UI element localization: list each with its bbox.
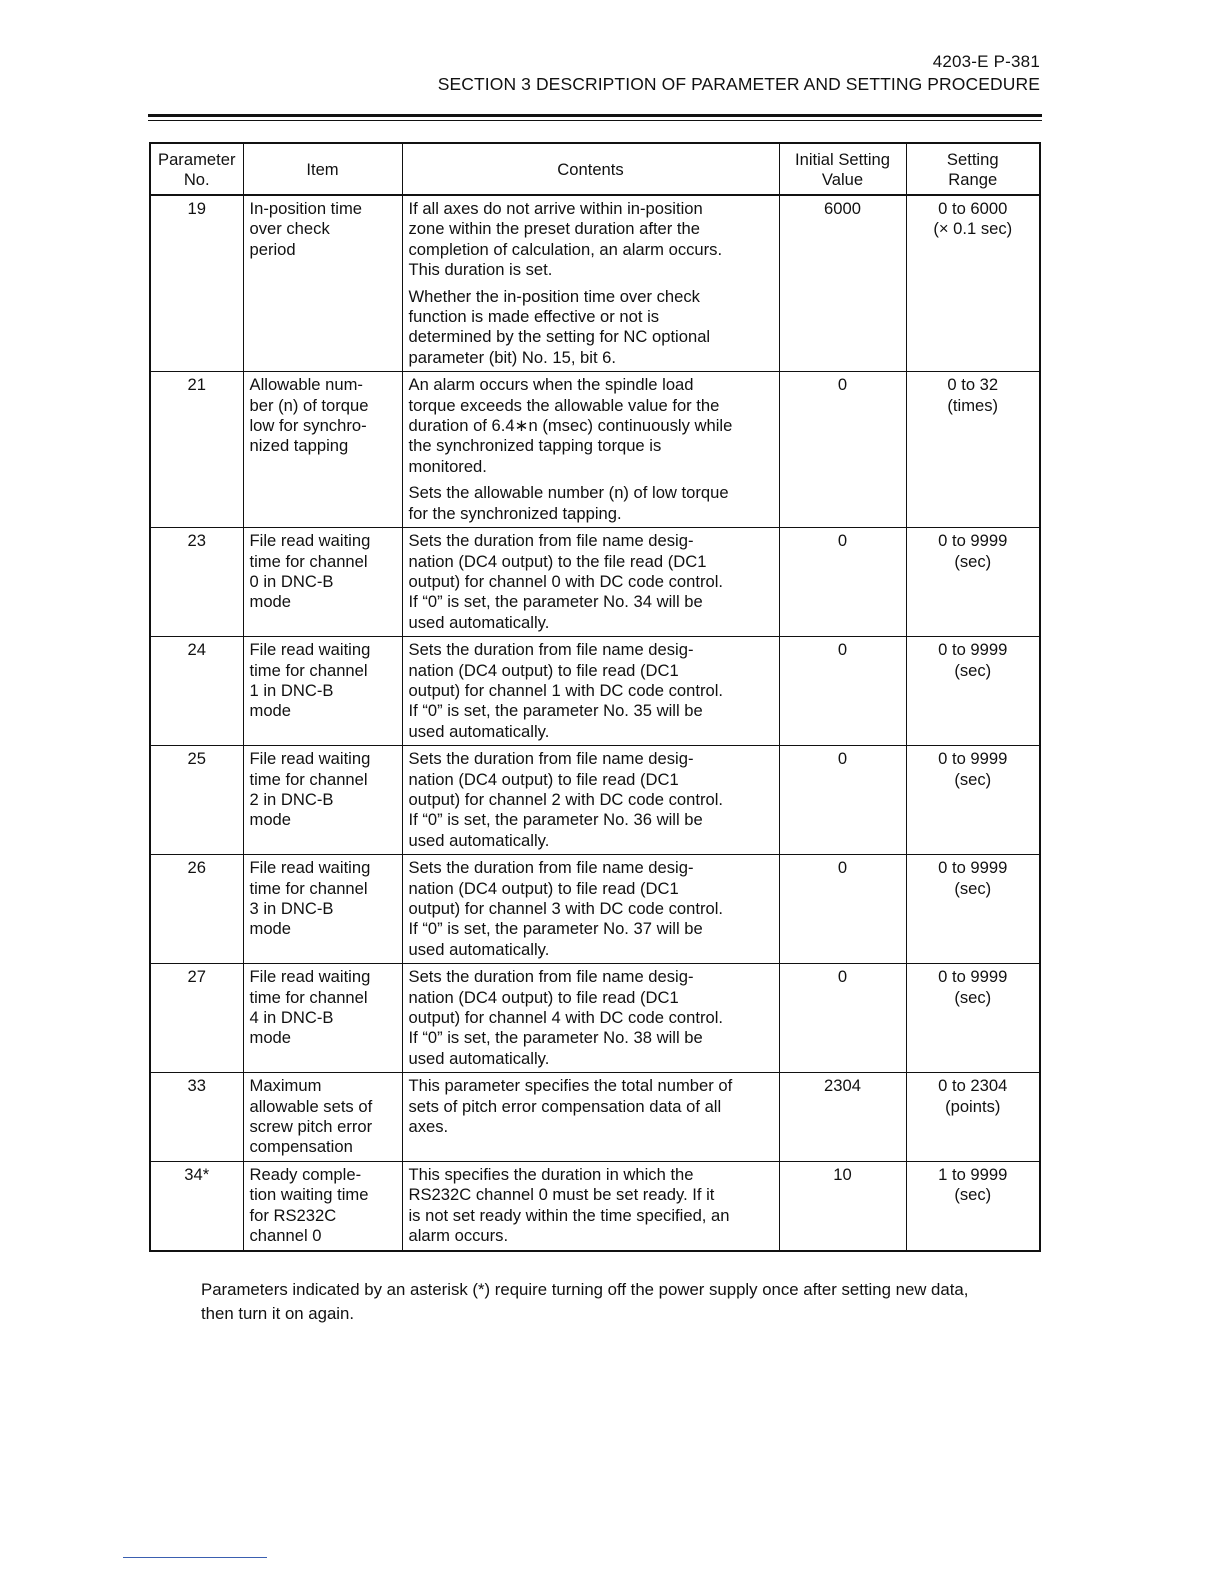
item-line: 3 in DNC-B xyxy=(249,899,334,918)
contents-line: used automatically. xyxy=(408,1048,550,1068)
item-line: mode xyxy=(249,1028,292,1048)
contents-line: Sets the duration from file name desig- xyxy=(408,749,694,769)
item-line: File read waiting xyxy=(249,749,371,769)
setting-range-line: (sec) xyxy=(954,769,992,789)
contents-line: used automatically. xyxy=(408,830,550,850)
contents-line: nation (DC4 output) to the file read (DC1 xyxy=(408,551,707,571)
setting-range-cell xyxy=(906,746,1040,855)
contents-line: nation (DC4 output) to file read (DC1 xyxy=(408,769,679,789)
contents-paragraph xyxy=(409,640,779,742)
contents-line: sets of pitch error compensation data of all xyxy=(408,1096,722,1116)
header-text: Parameter xyxy=(158,149,236,169)
contents-cell xyxy=(402,637,779,746)
contents-cell xyxy=(402,1073,779,1162)
item-line: low for synchro- xyxy=(249,416,367,436)
parameter-no: 25 xyxy=(150,746,243,855)
contents-line: If all axes do not arrive within in-position xyxy=(408,199,703,218)
contents-line: Sets the duration from file name desig- xyxy=(408,858,694,878)
contents-cell xyxy=(402,372,779,528)
table-row xyxy=(150,1073,1040,1162)
contents-line: monitored. xyxy=(408,456,487,476)
contents-paragraph xyxy=(409,287,779,369)
table-row xyxy=(150,746,1040,855)
item-line: for RS232C xyxy=(249,1205,337,1225)
item-line: mode xyxy=(249,701,292,721)
contents-line: output) for channel 3 with DC code control. xyxy=(408,899,724,918)
contents-line: torque exceeds the allowable value for the xyxy=(408,395,720,415)
contents-cell xyxy=(402,746,779,855)
setting-range-line: 0 to 9999 xyxy=(938,858,1008,878)
header-item xyxy=(243,143,402,195)
parameter-no: 27 xyxy=(150,964,243,1073)
item-line: time for channel xyxy=(249,769,368,789)
page-code: 4203-E P-381 xyxy=(932,52,1040,71)
item-line: 2 in DNC-B xyxy=(249,789,334,809)
item-line: over check xyxy=(249,219,330,239)
item-line: Allowable num- xyxy=(249,375,363,395)
header-rule-thin xyxy=(148,120,1042,121)
initial-setting-value: 0 xyxy=(779,372,906,528)
table-row xyxy=(150,964,1040,1073)
item-line: time for channel xyxy=(249,987,368,1007)
header-text: Item xyxy=(306,159,339,179)
parameter-no: 24 xyxy=(150,637,243,746)
item-line: Maximum xyxy=(249,1076,322,1096)
setting-range-cell xyxy=(906,528,1040,637)
item-cell xyxy=(243,1073,402,1162)
parameter-no: 26 xyxy=(150,855,243,964)
footnote-line: then turn it on again. xyxy=(201,1304,355,1323)
setting-range-line: 0 to 9999 xyxy=(938,640,1008,660)
table-row xyxy=(150,637,1040,746)
header-initial-setting xyxy=(779,143,906,195)
contents-line: axes. xyxy=(408,1117,449,1137)
initial-setting-value: 0 xyxy=(779,637,906,746)
initial-setting-value: 0 xyxy=(779,855,906,964)
footnote xyxy=(201,1278,1051,1326)
item-line: 1 in DNC-B xyxy=(249,680,334,700)
footer-rule xyxy=(123,1557,267,1558)
contents-line: output) for channel 1 with DC code control. xyxy=(408,680,724,700)
contents-line: If “0” is set, the parameter No. 36 will be xyxy=(408,810,703,830)
setting-range-line: (sec) xyxy=(954,878,992,898)
contents-cell xyxy=(402,964,779,1073)
setting-range-line: (times) xyxy=(947,395,999,415)
setting-range-cell xyxy=(906,1073,1040,1162)
contents-line: Sets the allowable number (n) of low torque xyxy=(408,483,729,503)
item-cell xyxy=(243,528,402,637)
contents-line: output) for channel 0 with DC code control. xyxy=(408,571,724,591)
contents-line: This parameter specifies the total number of xyxy=(408,1076,733,1096)
setting-range-cell xyxy=(906,855,1040,964)
header-text: Value xyxy=(821,170,864,189)
item-line: nized tapping xyxy=(249,436,349,456)
setting-range-cell xyxy=(906,637,1040,746)
contents-line: Sets the duration from file name desig- xyxy=(408,531,694,551)
item-line: mode xyxy=(249,592,292,612)
header-text: Contents xyxy=(557,159,624,179)
header-text: No. xyxy=(183,170,210,189)
item-line: 0 in DNC-B xyxy=(249,571,334,591)
header-contents xyxy=(402,143,779,195)
item-cell xyxy=(243,855,402,964)
item-cell xyxy=(243,746,402,855)
item-line: screw pitch error xyxy=(249,1117,373,1137)
parameter-no: 21 xyxy=(150,372,243,528)
initial-setting-value: 2304 xyxy=(779,1073,906,1162)
table-body xyxy=(150,195,1040,1251)
setting-range-line: 0 to 9999 xyxy=(938,531,1008,551)
contents-line: If “0” is set, the parameter No. 37 will be xyxy=(408,919,703,939)
initial-setting-value: 0 xyxy=(779,746,906,855)
initial-setting-value: 6000 xyxy=(779,195,906,372)
contents-line: Sets the duration from file name desig- xyxy=(408,967,694,987)
item-cell xyxy=(243,195,402,372)
item-line: 4 in DNC-B xyxy=(249,1008,334,1028)
contents-line: is not set ready within the time specified, an xyxy=(408,1205,730,1225)
contents-line: RS232C channel 0 must be set ready. If it xyxy=(408,1185,715,1205)
item-cell xyxy=(243,964,402,1073)
item-line: File read waiting xyxy=(249,967,371,987)
item-line: time for channel xyxy=(249,660,368,680)
item-line: In-position time xyxy=(249,199,363,218)
table-row xyxy=(150,1161,1040,1250)
section-title: SECTION 3 DESCRIPTION OF PARAMETER AND SETTING PROCEDURE xyxy=(437,74,1040,94)
setting-range-line: 0 to 9999 xyxy=(938,967,1008,987)
item-cell xyxy=(243,372,402,528)
contents-paragraph xyxy=(409,199,779,281)
setting-range-line: 0 to 32 xyxy=(947,375,999,395)
initial-setting-value: 10 xyxy=(779,1161,906,1250)
setting-range-line: 0 to 6000 xyxy=(938,199,1008,218)
contents-line: If “0” is set, the parameter No. 38 will be xyxy=(408,1028,703,1048)
header-text: Range xyxy=(948,170,998,189)
setting-range-line: (× 0.1 sec) xyxy=(933,219,1013,239)
setting-range-line: 0 to 2304 xyxy=(938,1076,1008,1096)
contents-line: used automatically. xyxy=(408,939,550,959)
contents-line: output) for channel 2 with DC code control. xyxy=(408,789,724,809)
contents-line: the synchronized tapping torque is xyxy=(408,436,662,456)
header-text: Setting xyxy=(946,149,999,169)
contents-line: This specifies the duration in which the xyxy=(408,1164,694,1184)
item-line: period xyxy=(249,239,296,259)
table-row xyxy=(150,528,1040,637)
contents-paragraph xyxy=(409,1165,779,1247)
contents-line: If “0” is set, the parameter No. 34 will be xyxy=(408,592,703,612)
initial-setting-value: 0 xyxy=(779,964,906,1073)
contents-line: used automatically. xyxy=(408,721,550,741)
setting-range-line: (sec) xyxy=(954,660,992,680)
header-parameter-no xyxy=(150,143,243,195)
contents-line: Sets the duration from file name desig- xyxy=(408,640,694,660)
contents-cell xyxy=(402,1161,779,1250)
contents-paragraph xyxy=(409,483,779,524)
setting-range-cell xyxy=(906,1161,1040,1250)
contents-paragraph xyxy=(409,531,779,633)
item-line: File read waiting xyxy=(249,640,371,660)
item-cell xyxy=(243,1161,402,1250)
setting-range-line: (sec) xyxy=(954,551,992,571)
contents-line: If “0” is set, the parameter No. 35 will be xyxy=(408,701,703,721)
item-line: Ready comple- xyxy=(249,1164,362,1184)
item-line: time for channel xyxy=(249,551,368,571)
contents-paragraph xyxy=(409,1076,779,1137)
contents-cell xyxy=(402,195,779,372)
contents-line: for the synchronized tapping. xyxy=(408,503,622,523)
parameter-table xyxy=(149,142,1041,1252)
contents-paragraph xyxy=(409,749,779,851)
contents-line: completion of calculation, an alarm occurs. xyxy=(408,239,723,259)
contents-line: function is made effective or not is xyxy=(408,307,660,327)
contents-line: An alarm occurs when the spindle load xyxy=(408,375,694,395)
contents-paragraph xyxy=(409,967,779,1069)
setting-range-cell xyxy=(906,372,1040,528)
contents-line: zone within the preset duration after the xyxy=(408,219,700,239)
contents-cell xyxy=(402,855,779,964)
contents-paragraph xyxy=(409,375,779,477)
item-line: mode xyxy=(249,919,292,939)
item-line: channel 0 xyxy=(249,1226,322,1246)
contents-line: This duration is set. xyxy=(408,260,553,280)
contents-line: used automatically. xyxy=(408,612,550,632)
contents-line: alarm occurs. xyxy=(408,1226,509,1246)
footnote-line: Parameters indicated by an asterisk (*) require turning off the power supply once after setting new data, xyxy=(201,1280,969,1299)
header-text: Initial Setting xyxy=(794,149,890,169)
setting-range-line: 1 to 9999 xyxy=(938,1164,1008,1184)
item-line: allowable sets of xyxy=(249,1096,373,1116)
setting-range-line: 0 to 9999 xyxy=(938,749,1008,769)
item-line: File read waiting xyxy=(249,531,371,551)
parameter-no: 23 xyxy=(150,528,243,637)
table-header-row xyxy=(150,143,1040,195)
contents-line: nation (DC4 output) to file read (DC1 xyxy=(408,660,679,680)
item-line: mode xyxy=(249,810,292,830)
contents-line: Whether the in-position time over check xyxy=(408,286,700,306)
contents-line: output) for channel 4 with DC code control. xyxy=(408,1008,724,1028)
parameter-no: 19 xyxy=(150,195,243,372)
setting-range-line: (sec) xyxy=(954,1185,992,1205)
setting-range-cell xyxy=(906,195,1040,372)
contents-line: duration of 6.4∗n (msec) continuously while xyxy=(408,416,733,436)
item-line: compensation xyxy=(249,1137,353,1157)
initial-setting-value: 0 xyxy=(779,528,906,637)
item-line: tion waiting time xyxy=(249,1185,369,1205)
contents-paragraph xyxy=(409,858,779,960)
setting-range-cell xyxy=(906,964,1040,1073)
setting-range-line: (sec) xyxy=(954,987,992,1007)
contents-cell xyxy=(402,528,779,637)
contents-line: nation (DC4 output) to file read (DC1 xyxy=(408,878,679,898)
table-row xyxy=(150,372,1040,528)
contents-line: nation (DC4 output) to file read (DC1 xyxy=(408,987,679,1007)
parameter-no: 34* xyxy=(150,1161,243,1250)
header-rule-thick xyxy=(148,114,1042,117)
contents-line: parameter (bit) No. 15, bit 6. xyxy=(408,347,617,367)
setting-range-line: (points) xyxy=(945,1096,1001,1116)
header-setting-range xyxy=(906,143,1040,195)
table-row xyxy=(150,195,1040,372)
item-line: time for channel xyxy=(249,878,368,898)
table-row xyxy=(150,855,1040,964)
item-line: File read waiting xyxy=(249,858,371,878)
parameter-no: 33 xyxy=(150,1073,243,1162)
contents-line: determined by the setting for NC optional xyxy=(408,327,711,347)
item-line: ber (n) of torque xyxy=(249,395,369,415)
item-cell xyxy=(243,637,402,746)
